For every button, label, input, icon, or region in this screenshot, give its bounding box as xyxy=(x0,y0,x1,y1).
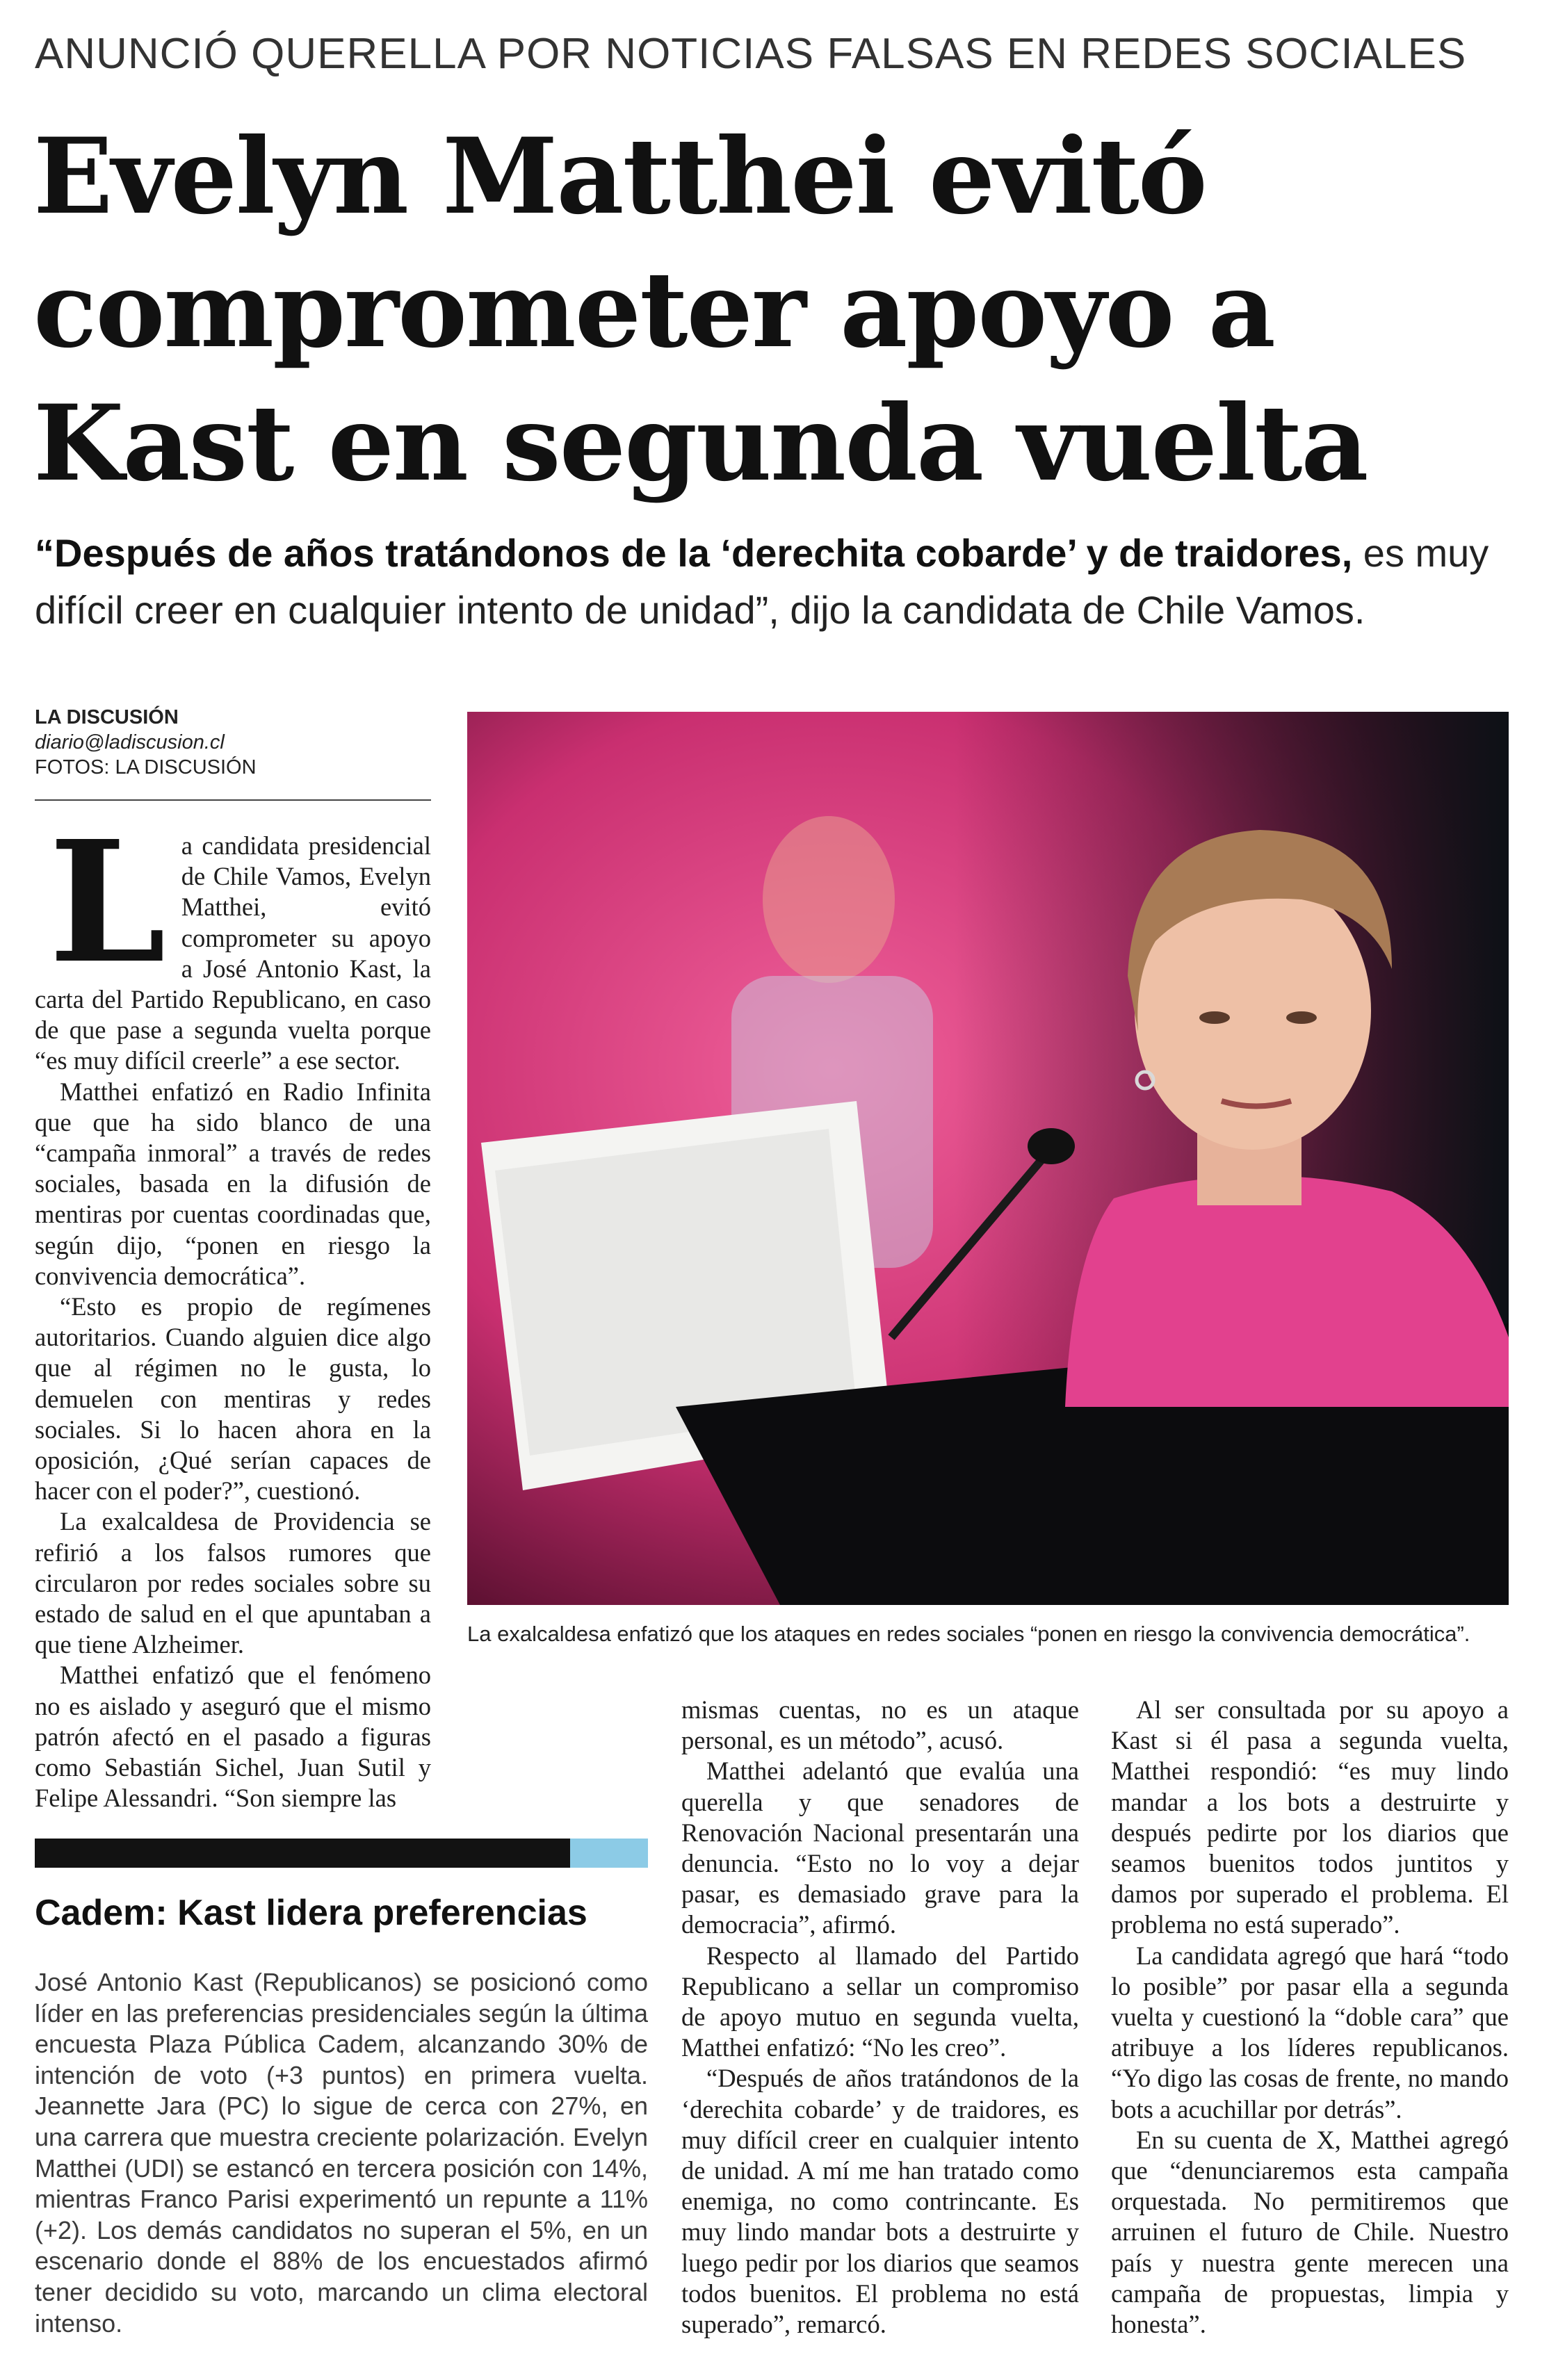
paragraph: Al ser consultada por su apoyo a Kast si él pasa a segunda vuelta, Matthei respondió: “es muy lindo mandar a los bots a destruirte y después pedirte por los diarios que seamos buenitos todos juntitos y damos por superado el problema. El problema no está superado”. xyxy=(1111,1695,1509,1939)
paragraph: “Después de años tratándonos de la ‘derechita cobarde’ y de traidores, es muy difícil creer en cualquier intento de unidad. A mí me han tratado como enemiga, no como contrincante. Es muy lindo mandar bots a destruirte y luego pedir por los diarios que seamos todos buenitos. El problema no está superado”, remarcó. xyxy=(681,2064,1079,2339)
headline-line-3: Kast en segunda vuelta xyxy=(33,382,1368,505)
headline xyxy=(33,110,1528,510)
headline-line-2: comprometer apoyo a xyxy=(33,249,1274,371)
kicker: ANUNCIÓ QUERELLA POR NOTICIAS FALSAS EN REDES SOCIALES xyxy=(35,30,1467,78)
article-photo xyxy=(467,712,1509,1605)
byline-photos: FOTOS: LA DISCUSIÓN xyxy=(35,756,257,779)
article-column-1 xyxy=(35,804,431,1814)
byline-email[interactable]: diario@ladiscusion.cl xyxy=(35,731,225,753)
paragraph: La candidata agregó que hará “todo lo posible” por pasar ella a segunda vuelta y cuestionó la “doble cara” que atribuye a los líderes republicanos. “Yo digo las cosas de frente, no mando bots a acuchillar por detrás”. xyxy=(1111,1941,1509,2124)
paragraph: mismas cuentas, no es un ataque personal, es un método”, acusó. xyxy=(681,1695,1079,1755)
paragraph: Matthei adelantó que evalúa una querella y que senadores de Renovación Nacional presentarán una denuncia. “Esto no lo voy a dejar pasar, es demasiado grave para la democracia”, afirmó. xyxy=(681,1757,1079,1939)
paragraph: Matthei enfatizó que el fenómeno no es aislado y aseguró que el mismo patrón afectó en el pasado a figuras como Sebastián Sichel, Juan Sutil y Felipe Alessandri. “Son siempre las xyxy=(35,1661,431,1813)
photo-caption: La exalcaldesa enfatizó que los ataques en redes sociales “ponen en riesgo la convivencia democrática”. xyxy=(467,1622,1470,1646)
box-header-bar-light xyxy=(570,1839,648,1868)
byline-org: LA DISCUSIÓN xyxy=(35,706,179,728)
photo-illustration xyxy=(467,712,1509,1605)
paragraph: La exalcaldesa de Providencia se refirió a los falsos rumores que circularon por redes sociales sobre su estado de salud en el que apuntaban a que tiene Alzheimer. xyxy=(35,1507,431,1659)
paragraph: Respecto al llamado del Partido Republicano a sellar un compromiso de apoyo mutuo en segunda vuelta, Matthei enfatizó: “No les creo”. xyxy=(681,1941,1079,2062)
box-text: José Antonio Kast (Republicanos) se posicionó como líder en las preferencias presidenciales según la última encuesta Plaza Pública Cadem, alcanzando 30% de intención de voto (+3 puntos) en primera vuelta. Jeannette Jara (PC) lo sigue de cerca con 27%, en una carrera que muestra creciente polarización. Evelyn Matthei (UDI) se estancó en tercera posición con 14%, mientras Franco Parisi experimentó un repunte a 11% (+2). Los demás candidatos no superan el 5%, en un escenario donde el 88% de los encuestados afirmó tener decidido su voto, marcando un clima electoral intenso. xyxy=(35,1968,648,2338)
box-title: Cadem: Kast lidera preferencias xyxy=(35,1893,587,1933)
paragraph: Matthei enfatizó en Radio Infinita que que ha sido blanco de una “campaña inmoral” a través de redes sociales, basada en la difusión de mentiras por cuentas coordinadas que, según dijo, “ponen en riesgo la convivencia democrática”. xyxy=(35,1077,431,1290)
article-column-2 xyxy=(681,1695,1079,2340)
paragraph: a candidata presidencial de Chile Vamos, Evelyn Matthei, evitó comprometer su apoyo a José Antonio Kast, la carta del Partido Republicano, en caso de que pase a segunda vuelta porque “es muy difícil creerle” a ese sector. xyxy=(35,831,431,1075)
headline-line-1: Evelyn Matthei evitó xyxy=(33,115,1206,238)
byline xyxy=(35,705,431,780)
deck-rest: es muy difícil creer en cualquier intento de unidad”, dijo la candidata de Chile Vamos. xyxy=(35,531,1489,632)
paragraph: En su cuenta de X, Matthei agregó que “denunciaremos esta campaña orquestada. No permitiremos que arruinen el futuro de Chile. Nuestro país y nuestra gente merecen una campaña de propuestas, limpia y honesta”. xyxy=(1111,2125,1509,2339)
paragraph: “Esto es propio de regímenes autoritarios. Cuando alguien dice algo que al régimen no le gusta, lo demuelen con mentiras y redes sociales. Si lo hacen ahora en la oposición, ¿Qué serían capaces de hacer con el poder?”, cuestionó. xyxy=(35,1292,431,1506)
deck xyxy=(35,525,1516,639)
deck-bold-quote: “Después de años tratándonos de la ‘derechita cobarde’ y de traidores, xyxy=(35,531,1353,575)
box-header-bar-dark xyxy=(35,1839,570,1868)
article-column-3 xyxy=(1111,1695,1509,2340)
byline-divider xyxy=(35,799,431,801)
dropcap: L xyxy=(49,804,166,1000)
